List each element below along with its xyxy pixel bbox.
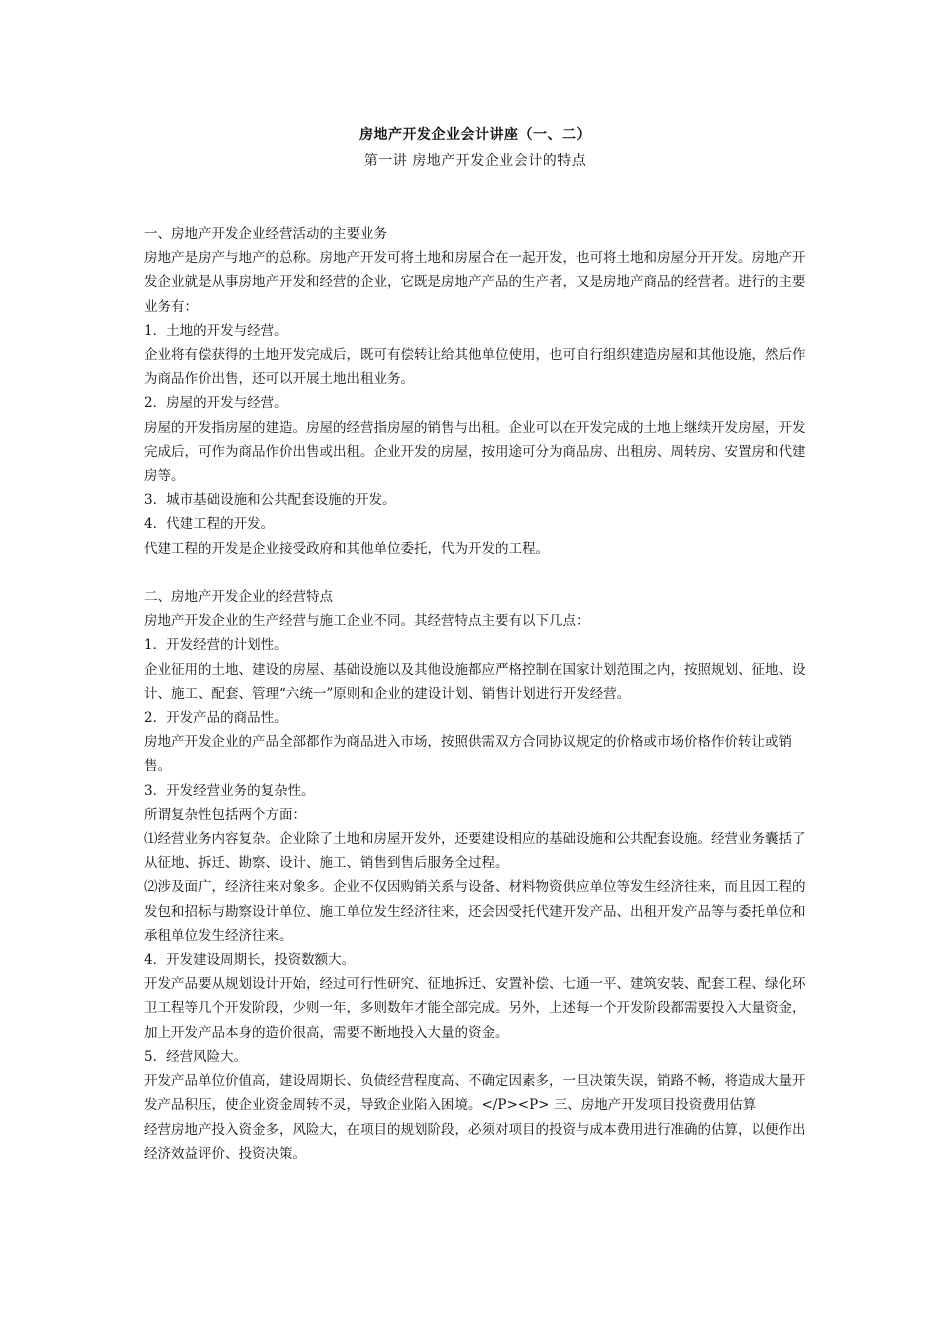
section1-heading: 一、房地产开发企业经营活动的主要业务 <box>144 226 387 242</box>
section2-item3-title: 3．开发经营业务的复杂性。 <box>144 782 315 799</box>
section2-item2-title: 2．开发产品的商品性。 <box>144 710 288 727</box>
document-title: 房地产开发企业会计讲座（一、二） <box>359 127 591 143</box>
section1-item4-title: 4．代建工程的开发。 <box>144 516 275 533</box>
section1-item1-title: 1．土地的开发与经营。 <box>144 322 288 339</box>
section1-item2-text: 房屋的开发指房屋的建造。房屋的经营指房屋的销售与出租。企业可以在开发完成的土地上继续开发房屋，开发完成后，可作为商品作价出售或出租。企业开发的房屋，按用途可分为商品房、出租房、周转房、安置房和代建房等。 <box>144 419 806 485</box>
section2-item4-title: 4．开发建设周期长，投资数额大。 <box>144 952 356 969</box>
section2-item1-title: 1．开发经营的计划性。 <box>144 637 288 654</box>
section2-item5-title: 5．经营风险大。 <box>144 1048 248 1065</box>
section2-item3-a: ⑴经营业务内容复杂。企业除了土地和房屋开发外，还要建设相应的基础设施和公共配套设施。经营业务囊括了从征地、拆迁、勘察、设计、施工、销售到售后服务全过程。 <box>144 831 806 872</box>
section2-heading: 二、房地产开发企业的经营特点 <box>144 589 333 606</box>
section2-intro: 房地产开发企业的生产经营与施工企业不同。其经营特点主要有以下几点： <box>144 613 590 630</box>
section2-item5-text: 开发产品单位价值高，建设周期长、负债经营程度高、不确定因素多，一旦决策失误，销路不畅，将造成大量开发产品积压，使企业资金周转不灵，导致企业陷入困境。</P><P> 三、房地产开发项目投资费用估算 <box>144 1073 806 1114</box>
section2-item3-intro: 所谓复杂性包括两个方面： <box>144 806 306 823</box>
section2-item3-b: ⑵涉及面广，经济往来对象多。企业不仅因购销关系与设备、材料物资供应单位等发生经济往来，而且因工程的发包和招标与勘察设计单位、施工单位发生经济往来，还会因受托代建开发产品、出租开发产品等与委托单位和承租单位发生经济往来。 <box>144 879 806 944</box>
section1-intro: 房地产是房产与地产的总称。房地产开发可将土地和房屋合在一起开发，也可将土地和房屋分开开发。房地产开发企业就是从事房地产开发和经营的企业，它既是房地产产品的生产者，又是房地产商品的经营者。进行的主要业务有： <box>144 250 806 315</box>
paragraph-gap <box>144 561 812 585</box>
section3-intro: 经营房地产投入资金多，风险大，在项目的规划阶段，必须对项目的投资与成本费用进行准确的估算，以便作出经济效益评价、投资决策。 <box>144 1121 806 1162</box>
document-body <box>144 222 812 1166</box>
section2-item1-text: 企业征用的土地、建设的房屋、基础设施以及其他设施都应严格控制在国家计划范围之内，按照规划、征地、设计、施工、配套、管理“六统一”原则和企业的建设计划、销售计划进行开发经营。 <box>144 661 806 702</box>
section1-item1-text: 企业将有偿获得的土地开发完成后，既可有偿转让给其他单位使用，也可自行组织建造房屋和其他设施，然后作为商品作价出售，还可以开展土地出租业务。 <box>144 347 806 388</box>
section1-item2-title: 2．房屋的开发与经营。 <box>144 395 288 412</box>
section2-item2-text: 房地产开发企业的产品全部都作为商品进入市场，按照供需双方合同协议规定的价格或市场价格作价转让或销售。 <box>144 734 792 775</box>
section1-item4-text: 代建工程的开发是企业接受政府和其他单位委托，代为开发的工程。 <box>144 540 549 557</box>
section2-item4-text: 开发产品要从规划设计开始，经过可行性研究、征地拆迁、安置补偿、七通一平、建筑安装、配套工程、绿化环卫工程等几个开发阶段，少则一年，多则数年才能全部完成。另外，上述每一个开发阶段都需要投入大量资金，加上开发产品本身的造价很高，需要不断地投入大量的资金。 <box>144 976 806 1041</box>
document-subtitle: 第一讲 房地产开发企业会计的特点 <box>363 153 587 169</box>
section1-item3-title: 3．城市基础设施和公共配套设施的开发。 <box>144 492 396 509</box>
